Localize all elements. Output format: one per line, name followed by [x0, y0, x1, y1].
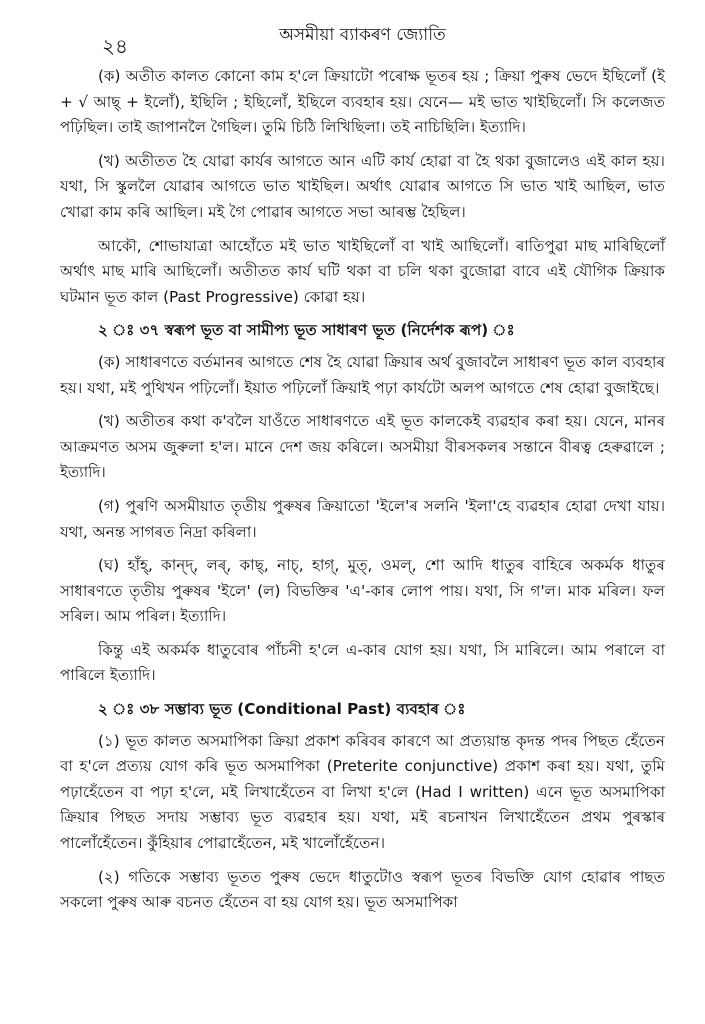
- section-heading-2-38: ২ ঃ ৩৮ সম্ভাব্য ভূত (Conditional Past) ব্যবহাৰ ঃ: [98, 700, 466, 719]
- paragraph-kha-narrative-past: (খ) অতীতৰ কথা ক'বলৈ যাওঁতে সাধাৰণতে এই ভূত কালকেই ব্যৱহাৰ কৰা হয়। যেনে, মানৰ আক্ৰমণত অসম জুৰুলা হ'ল। মানে দেশ জয় কৰিলে। অসমীয়া বীৰসকলৰ সন্তানে বীৰত্ব হেৰুৱালে ; ইত্যাদি।: [60, 412, 665, 482]
- page-number: ২৪: [102, 34, 128, 58]
- paragraph-causative-note: কিন্তু এই অকৰ্মক ধাতুবোৰ পাঁচনী হ'লে এ-কাৰ যোগ হয়। যথা, সি মাৰিলে। আম পৰালে বা পাৰিলে ইত্যাদি।: [60, 640, 665, 685]
- running-title: অসমীয়া ব্যাকৰণ জ্যোতি: [279, 25, 446, 45]
- paragraph-ka-past-indefinite: (ক) অতীত কালত কোনো কাম হ'লে ক্ৰিয়াটো পৰোক্ষ ভূতৰ হয় ; ক্ৰিয়া পুৰুষ ভেদে ইছিলোঁ (ই + √ আছ্ + ইলোঁ), ইছিলি ; ইছিলোঁ, ইছিলে ব্যবহাৰ হয়। যেনে— মই ভাত খাইছিলোঁ। সি কলেজত পঢ়িছিল। তাই জাপানলৈ গৈছিল। তুমি চিঠি লিখিছিলা। তই নাচিছিলি। ইত্যাদি।: [60, 67, 665, 137]
- paragraph-ga-old-assamese: (গ) পুৰণি অসমীয়াত তৃতীয় পুৰুষৰ ক্ৰিয়াতো 'ইলে'ৰ সলনি 'ইলা'হে ব্যৱহাৰ হোৱা দেখা যায়। যথা, অনন্ত সাগৰত নিদ্ৰা কৰিলা।: [60, 496, 665, 541]
- page-header: [60, 18, 665, 64]
- paragraph-kha-past-before-past: (খ) অতীতত হৈ যোৱা কাৰ্যৰ আগতে আন এটি কাৰ্য হোৱা বা হৈ থকা বুজালেও এই কাল হয়। যথা, সি স্কুললৈ যোৱাৰ আগতে ভাত খাইছিল। অৰ্থাৎ যোৱাৰ আগতে সি ভাত খাই আছিল, ভাত খোৱা কাম কৰি আছিল। মই গৈ পোৱাৰ আগতে সভা আৰম্ভ হৈছিল।: [60, 151, 665, 221]
- paragraph-past-progressive: আকৌ, শোভাযাত্ৰা আহোঁতে মই ভাত খাইছিলোঁ বা খাই আছিলোঁ। ৰাতিপুৱা মাছ মাৰিছিলোঁ অৰ্থাৎ মাছ মাৰি আছিলোঁ। অতীতত কাৰ্য ঘটি থকা বা চলি থকা বুজোৱা বাবে এই যৌগিক ক্ৰিয়াক ঘটমান ভূত কাল (Past Progressive) কোৱা হয়।: [60, 236, 665, 306]
- paragraph-1-preterite-conjunctive: (১) ভূত কালত অসমাপিকা ক্ৰিয়া প্ৰকাশ কৰিবৰ কাৰণে আ প্ৰত্যয়ান্ত কৃদন্ত পদৰ পিছত হেঁতেন বা হ'লে প্ৰত্যয় যোগ কৰি ভূত অসমাপিকা (Preterite conjunctive) প্ৰকাশ কৰা হয়। যথা, তুমি পঢ়াহেঁতেন বা পঢ়া হ'লে, মই লিখাহেঁতেন বা লিখা হ'লে (Had I written) এনে ভূত অসমাপিকা ক্ৰিয়াৰ পিছত সদায় সম্ভাব্য ভূত ব্যৱহাৰ হয়। যথা, মই ৰচনাখন লিখাহেঁতেন প্ৰথম পুৰস্কাৰ পালোঁহেঁতেন। কুঁহিয়াৰ পোৱাহেঁতেন, মই খালোঁহেঁতেন।: [60, 731, 665, 853]
- section-heading-2-37: ২ ঃ ৩৭ স্বৰূপ ভূত বা সামীপ্য ভূত সাধাৰণ ভূত (নিৰ্দেশক ৰূপ) ঃ: [98, 321, 515, 340]
- paragraph-gha-intransitive: (ঘ) হাঁহ্, কান্দ্, লৰ্, কাছ্, নাচ্, হাগ্, মুত্, ওমল্, শো আদি ধাতুৰ বাহিৰে অকৰ্মক ধাতুৰ সাধাৰণতে তৃতীয় পুৰুষৰ 'ইলে' (ল) বিভক্তিৰ 'এ'-কাৰ লোপ পায়। যথা, সি গ'ল। মাক মৰিল। ফল সৰিল। আম পৰিল। ইত্যাদি।: [60, 556, 665, 626]
- paragraph-2-conditional-person: (২) গতিকে সম্ভাব্য ভূতত পুৰুষ ভেদে ধাতুটোও স্বৰূপ ভূতৰ বিভক্তি যোগ হোৱাৰ পাছত সকলো পুৰুষ আৰু বচনত হেঁতেন বা হয় যোগ হয়। ভূত অসমাপিকা: [60, 867, 665, 912]
- paragraph-ka-simple-past: (ক) সাধাৰণতে বৰ্তমানৰ আগতে শেষ হৈ যোৱা ক্ৰিয়াৰ অৰ্থ বুজাবলৈ সাধাৰণ ভূত কাল ব্যবহাৰ হয়। যথা, মই পুথিখন পঢ়িলোঁ। ইয়াত পঢ়িলোঁ ক্ৰিয়াই পঢ়া কাৰ্যটো অলপ আগতে শেষ হোৱা বুজাইছে।: [60, 352, 665, 397]
